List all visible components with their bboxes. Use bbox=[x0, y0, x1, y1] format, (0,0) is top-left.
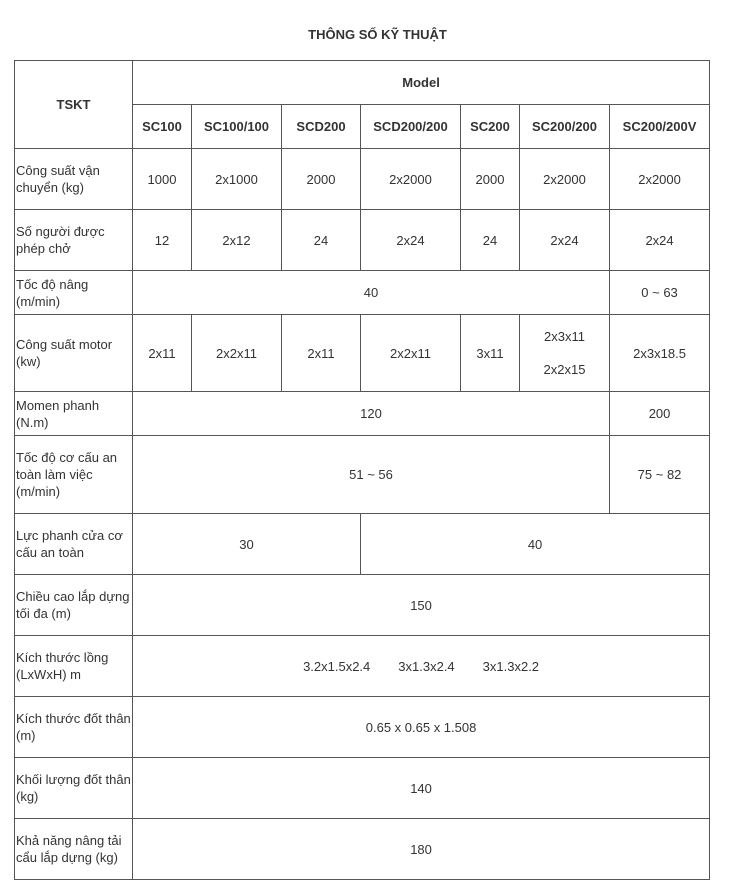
cell-value: 30 bbox=[133, 514, 361, 575]
cell-value: 2x2000 bbox=[361, 149, 461, 210]
model-name: SC100 bbox=[133, 105, 192, 149]
cell-value: 2x24 bbox=[520, 210, 610, 271]
row-motor-power bbox=[15, 315, 710, 392]
cage-size-value: 3x1.3x2.2 bbox=[482, 658, 540, 674]
cell-value: 2x2000 bbox=[610, 149, 710, 210]
cell-value: 2x1000 bbox=[192, 149, 282, 210]
row-label: Số người được phép chở bbox=[15, 210, 133, 271]
spec-table bbox=[14, 60, 710, 880]
row-label: Kích thước lồng (LxWxH) m bbox=[15, 636, 133, 697]
row-label: Lực phanh cửa cơ cấu an toàn bbox=[15, 514, 133, 575]
cell-value: 2x2000 bbox=[520, 149, 610, 210]
header-row-model bbox=[15, 61, 710, 105]
cell-value: 12 bbox=[133, 210, 192, 271]
cell-value: 24 bbox=[282, 210, 361, 271]
cell-value: 2000 bbox=[461, 149, 520, 210]
cell-value: 180 bbox=[133, 819, 710, 880]
cage-size-value: 3x1.3x2.4 bbox=[398, 658, 455, 674]
row-lifting-speed bbox=[15, 271, 710, 315]
cell-value: 40 bbox=[133, 271, 610, 315]
cell-value: 2x24 bbox=[361, 210, 461, 271]
stacked-spacer bbox=[521, 345, 608, 361]
cell-value: 51 ~ 56 bbox=[133, 436, 610, 514]
cell-value-stacked bbox=[520, 315, 610, 392]
cell-value: 0.65 x 0.65 x 1.508 bbox=[133, 697, 710, 758]
model-name: SCD200/200 bbox=[361, 105, 461, 149]
cell-value: 2x11 bbox=[133, 315, 192, 392]
header-tskt: TSKT bbox=[15, 61, 133, 149]
row-label: Khả năng nâng tải cẩu lắp dựng (kg) bbox=[15, 819, 133, 880]
cell-value: 0 ~ 63 bbox=[610, 271, 710, 315]
cell-value: 75 ~ 82 bbox=[610, 436, 710, 514]
row-cage-size bbox=[15, 636, 710, 697]
cell-value: 2x24 bbox=[610, 210, 710, 271]
cell-value: 24 bbox=[461, 210, 520, 271]
row-safety-speed bbox=[15, 436, 710, 514]
model-name: SC200/200 bbox=[520, 105, 610, 149]
cell-value: 2x2x11 bbox=[192, 315, 282, 392]
cell-value: 2x11 bbox=[282, 315, 361, 392]
page-title: THÔNG SỐ KỸ THUẬT bbox=[308, 27, 447, 42]
cell-value: 2000 bbox=[282, 149, 361, 210]
row-mast-size bbox=[15, 697, 710, 758]
row-label: Khối lượng đốt thân (kg) bbox=[15, 758, 133, 819]
row-label: Kích thước đốt thân (m) bbox=[15, 697, 133, 758]
model-name: SC200 bbox=[461, 105, 520, 149]
cell-value: 2x3x18.5 bbox=[610, 315, 710, 392]
row-label: Công suất motor (kw) bbox=[15, 315, 133, 392]
header-model: Model bbox=[133, 61, 710, 105]
row-brake-moment bbox=[15, 392, 710, 436]
cell-value: 3x11 bbox=[461, 315, 520, 392]
cell-value: 150 bbox=[133, 575, 710, 636]
row-label: Chiều cao lắp dựng tối đa (m) bbox=[15, 575, 133, 636]
cell-value: 200 bbox=[610, 392, 710, 436]
row-label: Tốc độ cơ cấu an toàn làm việc (m/min) bbox=[15, 436, 133, 514]
stacked-value: 2x3x11 bbox=[544, 329, 585, 344]
model-name: SCD200 bbox=[282, 105, 361, 149]
row-crane-capacity bbox=[15, 819, 710, 880]
row-label: Công suất vận chuyển (kg) bbox=[15, 149, 133, 210]
cell-value-group bbox=[133, 636, 710, 697]
cell-value: 2x12 bbox=[192, 210, 282, 271]
cell-value: 120 bbox=[133, 392, 610, 436]
cell-value: 140 bbox=[133, 758, 710, 819]
cell-value: 2x2x11 bbox=[361, 315, 461, 392]
row-max-height bbox=[15, 575, 710, 636]
row-passengers bbox=[15, 210, 710, 271]
cell-value: 1000 bbox=[133, 149, 192, 210]
row-capacity bbox=[15, 149, 710, 210]
model-name: SC200/200V bbox=[610, 105, 710, 149]
row-label: Momen phanh (N.m) bbox=[15, 392, 133, 436]
model-name: SC100/100 bbox=[192, 105, 282, 149]
row-safety-brake-force bbox=[15, 514, 710, 575]
cage-size-value: 3.2x1.5x2.4 bbox=[303, 658, 371, 674]
row-mast-weight bbox=[15, 758, 710, 819]
cell-value: 40 bbox=[361, 514, 710, 575]
stacked-value: 2x2x15 bbox=[543, 362, 586, 377]
row-label: Tốc độ nâng (m/min) bbox=[15, 271, 133, 315]
